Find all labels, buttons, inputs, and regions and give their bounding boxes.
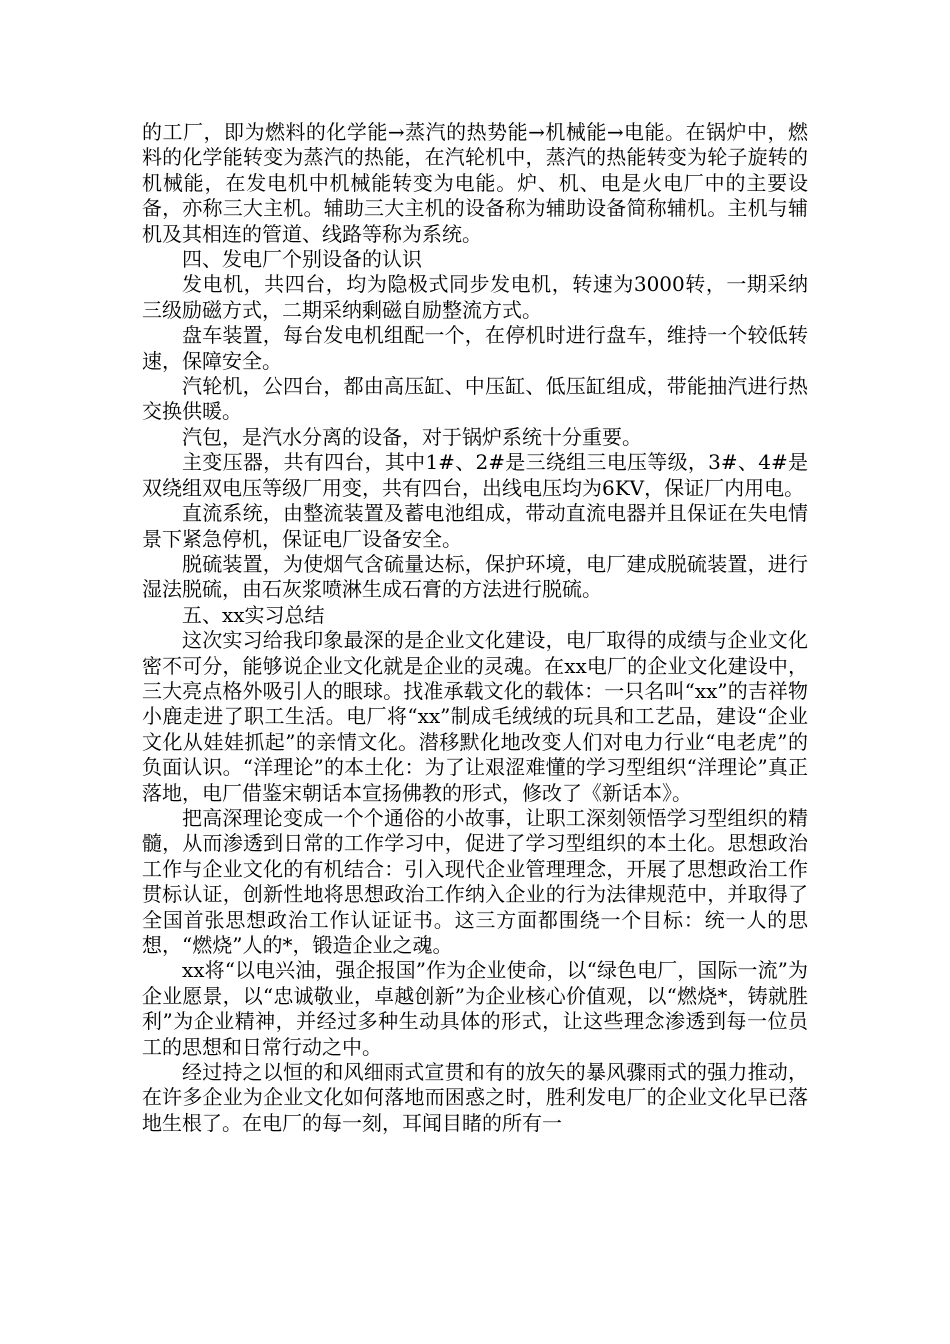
paragraph-main-transformer: 主变压器，共有四台，其中1#、2#是三绕组三电压等级，3#、4#是双绕组双电压等级厂用变，共有四台，出线电压均为6KV，保证厂内用电。 — [142, 450, 808, 500]
paragraph-turning-gear: 盘车装置，每台发电机组配一个，在停机时进行盘车，维持一个较低转速，保障安全。 — [142, 323, 808, 373]
paragraph-theory-stories: 把高深理论变成一个个通俗的小故事，让职工深刻领悟学习型组织的精髓，从而渗透到日常的工作学习中，促进了学习型组织的本土化。思想政治工作与企业文化的有机结合：引入现代企业管理理念，开展了思想政治工作贯标认证，创新性地将思想政治工作纳入企业的行为法律规范中，并取得了全国首张思想政治工作认证证书。这三方面都围绕一个目标：统一人的思想，“燃烧”人的*，锻造企业之魂。 — [142, 805, 808, 957]
paragraph-system-intro: 的工厂，即为燃料的化学能→蒸汽的热势能→机械能→电能。在锅炉中，燃料的化学能转变为蒸汽的热能，在汽轮机中，蒸汽的热能转变为轮子旋转的机械能，在发电机中机械能转变为电能。炉、机、电是火电厂中的主要设备，亦称三大主机。辅助三大主机的设备称为辅助设备简称辅机。主机与辅机及其相连的管道、线路等称为系统。 — [142, 120, 808, 246]
paragraph-corporate-culture: 这次实习给我印象最深的是企业文化建设，电厂取得的成绩与企业文化密不可分，能够说企业文化就是企业的灵魂。在xx电厂的企业文化建设中，三大亮点格外吸引人的眼球。找准承载文化的载体：一只名叫“xx”的吉祥物小鹿走进了职工生活。电厂将“xx”制成毛绒绒的玩具和工艺品，建设“企业文化从娃娃抓起”的亲情文化。潜移默化地改变人们对电力行业“电老虎”的负面认识。“洋理论”的本土化：为了让艰涩难懂的学习型组织“洋理论”真正落地，电厂借鉴宋朝话本宣扬佛教的形式，修改了《新话本》。 — [142, 628, 808, 805]
section-heading-summary: 五、xx实习总结 — [182, 602, 325, 627]
paragraph-dc-system: 直流系统，由整流装置及蓄电池组成，带动直流电器并且保证在失电情景下紧急停机，保证电厂设备安全。 — [142, 501, 808, 551]
paragraph-generator: 发电机，共四台，均为隐极式同步发电机，转速为3000转，一期采纳三级励磁方式，二期采纳剩磁自励整流方式。 — [142, 272, 808, 322]
paragraph-mission-values: xx将“以电兴油，强企报国”作为企业使命，以“绿色电厂，国际一流”为企业愿景，以“忠诚敬业，卓越创新”为企业核心价值观，以“燃烧*，铸就胜利”为企业精神，并经过多种生动具体的形式，让这些理念渗透到每一位员工的思想和日常行动之中。 — [142, 958, 808, 1059]
document-page — [142, 120, 808, 1136]
paragraph-desulfurization: 脱硫装置，为使烟气含硫量达标，保护环境，电厂建成脱硫装置，进行湿法脱硫，由石灰浆喷淋生成石膏的方法进行脱硫。 — [142, 551, 808, 602]
section-heading-equipment: 四、发电厂个别设备的认识 — [182, 247, 422, 272]
paragraph-steam-drum: 汽包，是汽水分离的设备，对于锅炉系统十分重要。 — [182, 424, 642, 449]
paragraph-turbine: 汽轮机，公四台，都由高压缸、中压缸、低压缸组成，带能抽汽进行热交换供暖。 — [142, 374, 808, 424]
paragraph-culture-rooted: 经过持之以恒的和风细雨式宣贯和有的放矢的暴风骤雨式的强力推动，在许多企业为企业文化如何落地而困惑之时，胜利发电厂的企业文化早已落地生根了。在电厂的每一刻，耳闻目睹的所有一 — [142, 1060, 808, 1135]
